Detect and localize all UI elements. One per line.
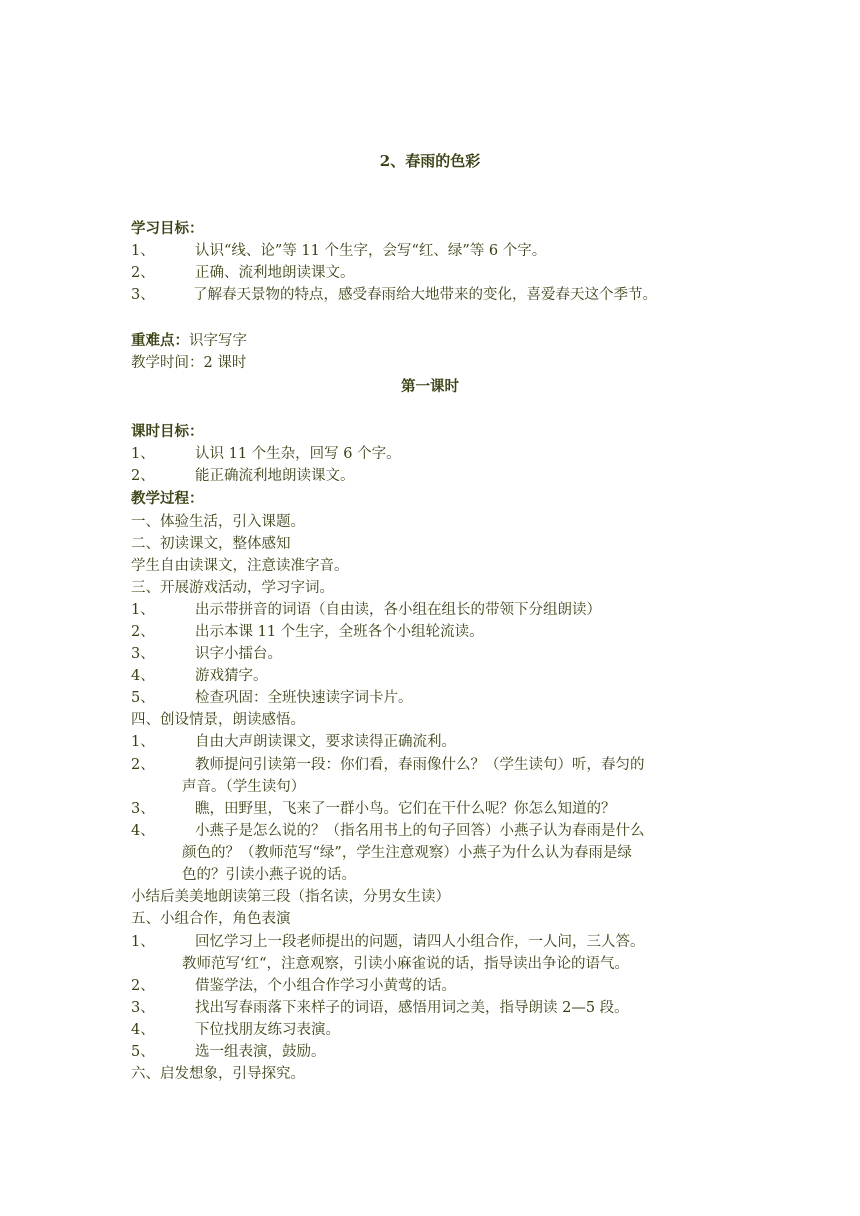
step-item: 3、 找出写春雨落下来样子的词语，感悟用词之美，指导朗读 2—5 段。: [131, 1000, 629, 1016]
goal-item: 2、 正确、流利地朗读课文。: [131, 265, 355, 281]
lesson-title: 第一课时: [401, 378, 459, 395]
lesson-goal-item: 1、 认识 11 个生杂，回写 6 个字。: [131, 446, 401, 462]
section-heading: 六、启发想象，引导探究。: [131, 1066, 305, 1082]
goal-item: 1、 认识“线、论”等 11 个生字，会写“红、绿”等 6 个字。: [131, 243, 547, 259]
step-item: 5、 检查巩固：全班快速读字词卡片。: [131, 690, 413, 706]
key-points: 重难点：识字写字: [131, 332, 247, 349]
step-item: 4、 下位找朋友练习表演。: [131, 1022, 340, 1038]
step-item: 5、 选一组表演，鼓励。: [131, 1044, 326, 1060]
step-item: 2、 借鉴学法，个小组合作学习小黄莺的话。: [131, 978, 456, 994]
goals-heading: 学习目标：: [131, 220, 204, 237]
step-item: 1、 自由大声朗读课文，要求读得正确流利。: [131, 734, 456, 750]
step-item: 3、 识字小擂台。: [131, 646, 282, 662]
section-heading: 五、小组合作，角色表演: [131, 911, 291, 927]
step-item: 3、 瞧，田野里，飞来了一群小鸟。它们在干什么呢？你怎么知道的？: [131, 801, 616, 817]
section-text: 学生自由读课文，注意读准字音。: [131, 558, 349, 574]
section-heading: 一、体验生活，引入课题。: [131, 514, 305, 530]
step-item-continued: 颜色的？（教师范写“绿”，学生注意观察）小燕子为什么认为春雨是绿: [182, 845, 632, 861]
lesson-goals-heading: 课时目标：: [131, 423, 204, 440]
step-item: 1、 出示带拼音的词语（自由读，各小组在组长的带领下分组朗读）: [131, 602, 601, 618]
goal-item: 3、 了解春天景物的特点，感受春雨给大地带来的变化，喜爱春天这个季节。: [131, 287, 657, 303]
step-item-continued: 声音。（学生读句）: [182, 779, 306, 795]
teaching-time: 教学时间：2 课时: [131, 355, 247, 371]
section-heading: 三、开展游戏活动，学习字词。: [131, 580, 334, 596]
step-item: 1、 回忆学习上一段老师提出的问题，请四人小组合作，一人问，三人答。: [131, 934, 645, 950]
lesson-goal-item: 2、 能正确流利地朗读课文。: [131, 468, 355, 484]
step-item: 4、 游戏猜字。: [131, 668, 268, 684]
section-heading: 四、创设情景，朗读感悟。: [131, 712, 305, 728]
step-item: 4、 小燕子是怎么说的？（指名用书上的句子回答）小燕子认为春雨是什么: [131, 823, 645, 839]
document-title: 2、春雨的色彩: [379, 152, 481, 170]
section-heading: 二、初读课文，整体感知: [131, 536, 291, 552]
step-item-continued: 色的？引读小燕子说的话。: [182, 867, 356, 883]
step-item-continued: 教师范写‘红“，注意观察，引读小麻雀说的话，指导读出争论的语气。: [182, 956, 630, 972]
step-item: 2、 教师提问引读第一段：你们看，春雨像什么？（学生读句）听，春匀的: [131, 757, 645, 773]
section-text: 小结后美美地朗读第三段（指名读，分男女生读）: [131, 889, 450, 905]
process-heading: 教学过程：: [131, 490, 204, 507]
step-item: 2、 出示本课 11 个生字，全班各个小组轮流读。: [131, 624, 484, 640]
